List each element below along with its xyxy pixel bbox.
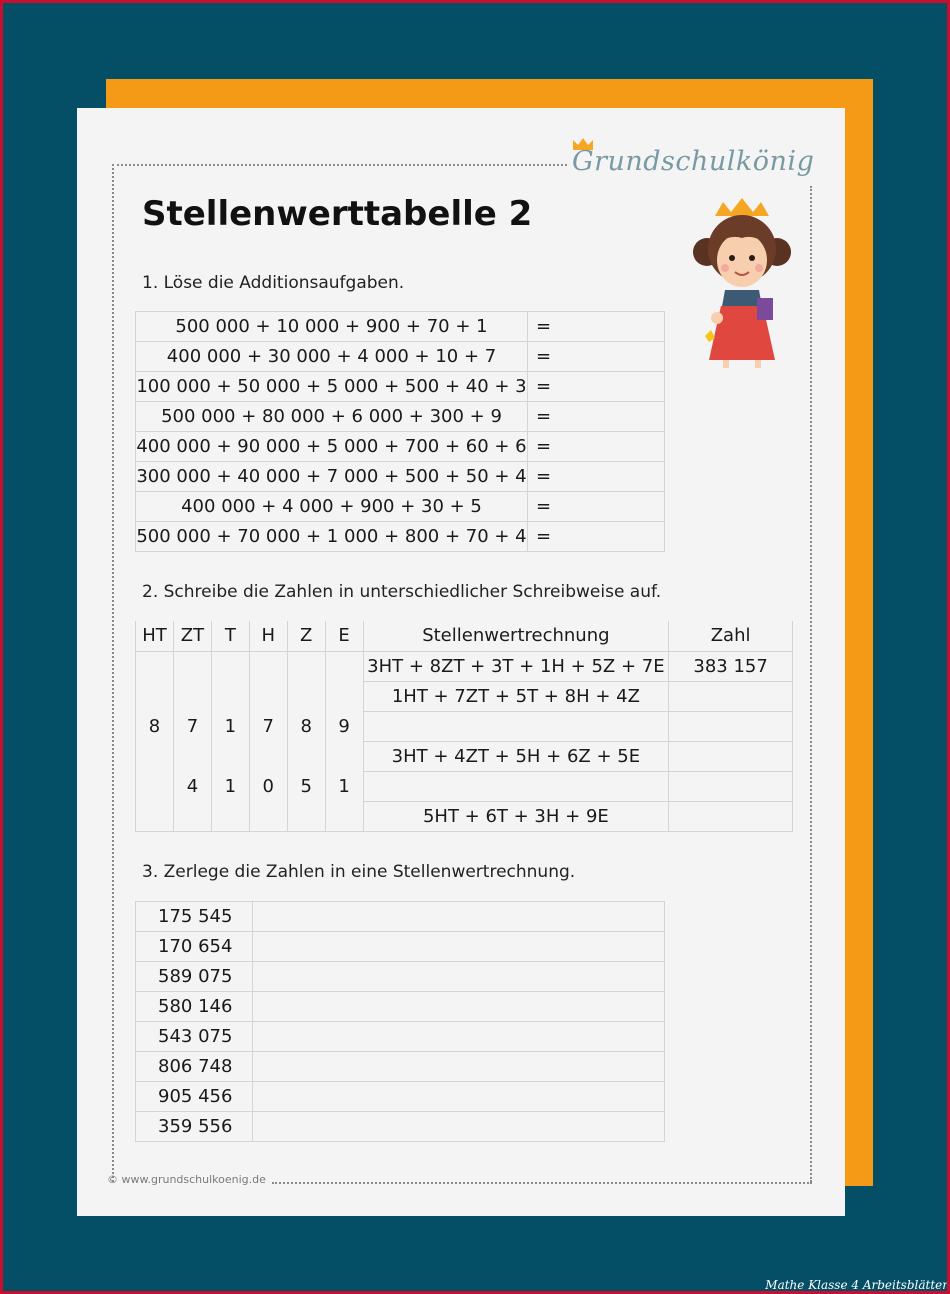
table-row — [136, 681, 793, 711]
number-cell — [669, 801, 793, 831]
digit-cell — [249, 801, 287, 831]
table-row — [136, 432, 665, 462]
header-z: Z — [287, 621, 325, 651]
digit-cell: 4 — [173, 771, 211, 801]
place-value-expression — [363, 771, 669, 801]
table-row — [136, 711, 793, 741]
brand-logo: Grundschulkönig — [572, 146, 815, 177]
answer-cell — [253, 992, 665, 1022]
table-row — [136, 492, 665, 522]
header-t: T — [211, 621, 249, 651]
decompose-table — [135, 901, 665, 1142]
answer-cell — [253, 1082, 665, 1112]
dotted-border-top — [112, 164, 567, 166]
equals-sign: = — [528, 312, 665, 342]
digit-cell — [249, 741, 287, 771]
place-value-expression — [363, 711, 669, 741]
answer-cell — [253, 962, 665, 992]
digit-cell — [173, 801, 211, 831]
number-to-decompose: 580 146 — [136, 992, 253, 1022]
equals-sign: = — [528, 342, 665, 372]
number-cell — [669, 741, 793, 771]
equals-sign: = — [528, 432, 665, 462]
table-header-row — [136, 621, 793, 651]
digit-cell — [325, 741, 363, 771]
digit-cell: 9 — [325, 711, 363, 741]
header-ht: HT — [136, 621, 174, 651]
addition-expression: 500 000 + 80 000 + 6 000 + 300 + 9 — [136, 402, 528, 432]
number-cell: 383 157 — [669, 651, 793, 681]
place-value-expression: 1HT + 7ZT + 5T + 8H + 4Z — [363, 681, 669, 711]
answer-cell — [253, 1112, 665, 1142]
worksheet — [77, 108, 845, 1216]
addition-expression: 400 000 + 4 000 + 900 + 30 + 5 — [136, 492, 528, 522]
table-row — [136, 651, 793, 681]
digit-cell — [211, 801, 249, 831]
digit-cell — [211, 741, 249, 771]
watermark-text: Mathe Klasse 4 Arbeitsblätter — [765, 1278, 948, 1292]
table-row — [136, 801, 793, 831]
digit-cell — [136, 771, 174, 801]
girl-mascot-icon — [687, 194, 797, 374]
equals-sign: = — [528, 492, 665, 522]
digit-cell — [249, 651, 287, 681]
table-row — [136, 992, 665, 1022]
addition-expression: 300 000 + 40 000 + 7 000 + 500 + 50 + 4 — [136, 462, 528, 492]
equals-sign: = — [528, 522, 665, 552]
digit-cell — [287, 651, 325, 681]
digit-cell: 1 — [211, 771, 249, 801]
place-value-expression: 3HT + 8ZT + 3T + 1H + 5Z + 7E — [363, 651, 669, 681]
equals-sign: = — [528, 402, 665, 432]
table-row — [136, 312, 665, 342]
digit-cell — [173, 681, 211, 711]
digit-cell — [287, 741, 325, 771]
header-e: E — [325, 621, 363, 651]
number-cell — [669, 771, 793, 801]
number-cell — [669, 681, 793, 711]
digit-cell — [249, 681, 287, 711]
table-row — [136, 1022, 665, 1052]
equals-sign: = — [528, 462, 665, 492]
digit-cell: 7 — [173, 711, 211, 741]
header-zahl: Zahl — [669, 621, 793, 651]
number-to-decompose: 170 654 — [136, 932, 253, 962]
digit-cell: 1 — [325, 771, 363, 801]
task-2-label: 2. Schreibe die Zahlen in unterschiedlicher Schreibweise auf. — [142, 582, 662, 602]
digit-cell — [287, 801, 325, 831]
header-stellenwertrechnung: Stellenwertrechnung — [363, 621, 669, 651]
table-row — [136, 1112, 665, 1142]
digit-cell: 8 — [136, 711, 174, 741]
digit-cell: 5 — [287, 771, 325, 801]
number-to-decompose: 175 545 — [136, 902, 253, 932]
table-row — [136, 741, 793, 771]
addition-expression: 400 000 + 30 000 + 4 000 + 10 + 7 — [136, 342, 528, 372]
answer-cell — [253, 1022, 665, 1052]
addition-table — [135, 311, 665, 552]
header-zt: ZT — [173, 621, 211, 651]
digit-cell — [287, 681, 325, 711]
digit-cell — [325, 681, 363, 711]
table-row — [136, 962, 665, 992]
addition-expression: 500 000 + 10 000 + 900 + 70 + 1 — [136, 312, 528, 342]
digit-cell — [173, 741, 211, 771]
footer-copyright: © www.grundschulkoenig.de — [107, 1173, 266, 1186]
table-row — [136, 402, 665, 432]
number-to-decompose: 905 456 — [136, 1082, 253, 1112]
number-to-decompose: 359 556 — [136, 1112, 253, 1142]
dotted-border-right — [810, 186, 812, 1182]
number-to-decompose: 589 075 — [136, 962, 253, 992]
answer-cell — [253, 902, 665, 932]
answer-cell — [253, 932, 665, 962]
digit-cell — [136, 801, 174, 831]
digit-cell: 1 — [211, 711, 249, 741]
page-title: Stellenwerttabelle 2 — [142, 194, 533, 234]
table-row — [136, 771, 793, 801]
digit-cell — [211, 681, 249, 711]
dotted-border-left — [112, 164, 114, 1182]
dotted-border-bottom — [272, 1182, 812, 1184]
digit-cell — [325, 801, 363, 831]
task-1-label: 1. Löse die Additionsaufgaben. — [142, 273, 405, 293]
digit-cell — [136, 651, 174, 681]
number-cell — [669, 711, 793, 741]
answer-cell — [253, 1052, 665, 1082]
table-row — [136, 342, 665, 372]
addition-expression: 500 000 + 70 000 + 1 000 + 800 + 70 + 4 — [136, 522, 528, 552]
digit-cell — [136, 681, 174, 711]
digit-cell — [136, 741, 174, 771]
table-row — [136, 1082, 665, 1112]
number-to-decompose: 806 748 — [136, 1052, 253, 1082]
place-value-expression: 3HT + 4ZT + 5H + 6Z + 5E — [363, 741, 669, 771]
place-value-table — [135, 621, 793, 832]
digit-cell: 8 — [287, 711, 325, 741]
addition-expression: 100 000 + 50 000 + 5 000 + 500 + 40 + 3 — [136, 372, 528, 402]
table-row — [136, 522, 665, 552]
table-row — [136, 372, 665, 402]
task-3-label: 3. Zerlege die Zahlen in eine Stellenwertrechnung. — [142, 862, 576, 882]
digit-cell: 7 — [249, 711, 287, 741]
table-row — [136, 932, 665, 962]
digit-cell — [173, 651, 211, 681]
digit-cell — [211, 651, 249, 681]
table-row — [136, 462, 665, 492]
place-value-expression: 5HT + 6T + 3H + 9E — [363, 801, 669, 831]
table-row — [136, 1052, 665, 1082]
number-to-decompose: 543 075 — [136, 1022, 253, 1052]
digit-cell: 0 — [249, 771, 287, 801]
equals-sign: = — [528, 372, 665, 402]
header-h: H — [249, 621, 287, 651]
addition-expression: 400 000 + 90 000 + 5 000 + 700 + 60 + 6 — [136, 432, 528, 462]
table-row — [136, 902, 665, 932]
digit-cell — [325, 651, 363, 681]
